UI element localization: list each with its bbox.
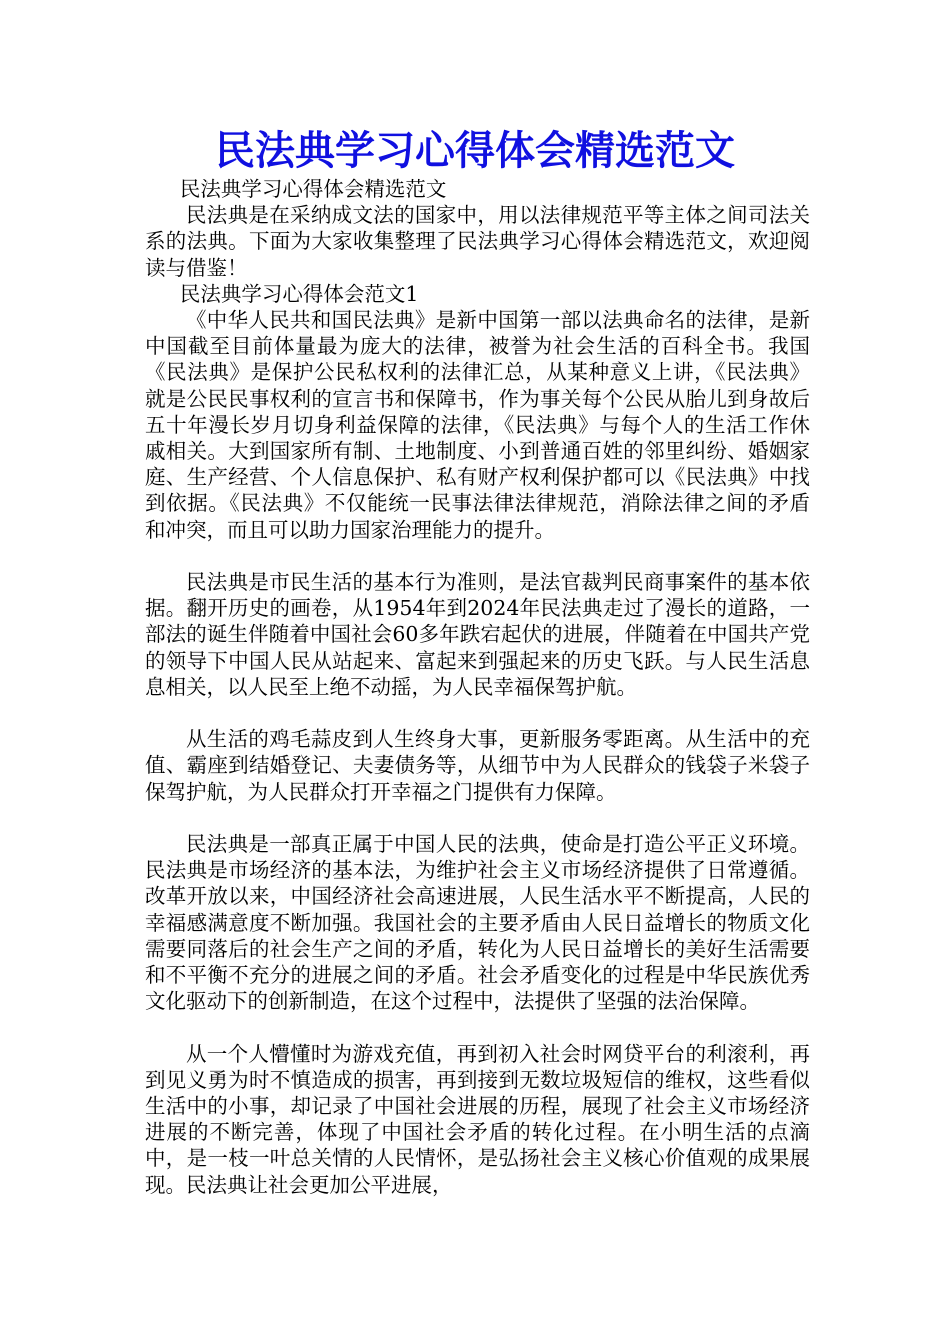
body-paragraph: 《中华人民共和国民法典》是新中国第一部以法典命名的法律，是新中国截至目前体量最为庞大的法律，被誉为社会生活的百科全书。我国《民法典》是保护公民私权利的法律汇总，从某种意义上讲，《民法典》就是公民民事权利的宣言书和保障书，作为事关每个公民从胎儿到身故后五十年漫长岁月切身利益保障的法律，《民法典》与每个人的生活工作休戚相关。大到国家所有制、土地制度、小到普通百姓的邻里纠纷、婚姻家庭、生产经营、个人信息保护、私有财产权利保护都可以《民法典》中找到依据。《民法典》不仅能统一民事法律法律规范，消除法律之间的矛盾和冲突，而且可以助力国家治理能力的提升。 xyxy=(145,308,810,542)
body-paragraph: 从一个人懵懂时为游戏充值，再到初入社会时网贷平台的利滚利，再到见义勇为时不慎造成的损害，再到接到无数垃圾短信的维权，这些看似生活中的小事，却记录了中国社会进展的历程，展现了社会主义市场经济进展的不断完善，体现了中国社会矛盾的转化过程。在小明生活的点滴中，是一枝一叶总关情的人民情怀，是弘扬社会主义核心价值观的成果展现。民法典让社会更加公平进展， xyxy=(145,1041,810,1197)
section-heading: 民法典学习心得体会范文1 xyxy=(179,281,419,306)
document-body xyxy=(145,176,810,1198)
paragraph-gap xyxy=(145,543,810,569)
intro-paragraph: 民法典是在采纳成文法的国家中，用以法律规范平等主体之间司法关系的法典。下面为大家收集整理了民法典学习心得体会精选范文，欢迎阅读与借鉴！ xyxy=(145,203,810,280)
subtitle-paragraph: 民法典学习心得体会精选范文 xyxy=(179,177,447,201)
paragraph-gap xyxy=(145,700,810,726)
paragraph-gap xyxy=(145,805,810,831)
body-paragraph: 民法典是一部真正属于中国人民的法典，使命是打造公平正义环境。民法典是市场经济的基本法，为维护社会主义市场经济提供了日常遵循。改革开放以来，中国经济社会高速进展，人民生活水平不断提高，人民的幸福感满意度不断加强。我国社会的主要矛盾由人民日益增长的物质文化需要同落后的社会生产之间的矛盾，转化为人民日益增长的美好生活需要和不平衡不充分的进展之间的矛盾。社会矛盾变化的过程是中华民族优秀文化驱动下的创新制造，在这个过程中，法提供了坚强的法治保障。 xyxy=(145,832,810,1014)
paragraph-gap xyxy=(145,1014,810,1040)
body-paragraph: 民法典是市民生活的基本行为准则，是法官裁判民商事案件的基本依据。翻开历史的画卷，从1954年到2024年民法典走过了漫长的道路，一部法的诞生伴随着中国社会60多年跌宕起伏的进展，伴随着在中国共产党的领导下中国人民从站起来、富起来到强起来的历史飞跃。与人民生活息息相关，以人民至上绝不动摇，为人民幸福保驾护航。 xyxy=(145,570,810,699)
body-paragraph: 从生活的鸡毛蒜皮到人生终身大事，更新服务零距离。从生活中的充值、霸座到结婚登记、夫妻债务等，从细节中为人民群众的钱袋子米袋子保驾护航，为人民群众打开幸福之门提供有力保障。 xyxy=(145,727,810,804)
document-title: 民法典学习心得体会精选范文 xyxy=(215,127,735,174)
